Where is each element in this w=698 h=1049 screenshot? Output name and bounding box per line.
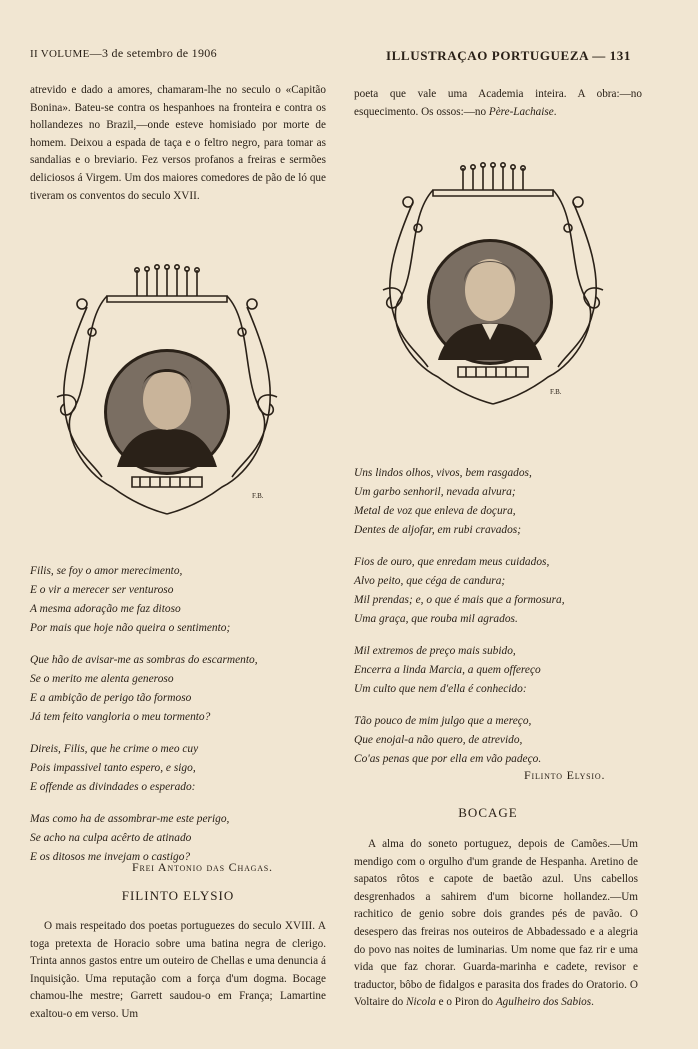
left-poem-stanza-3 [30, 740, 326, 797]
verse-line: Filis, se foy o amor merecimento, [30, 565, 183, 577]
header-volume-date [30, 46, 217, 61]
bocage-text-end: . [591, 996, 594, 1009]
verse-line: Se acho na culpa acêrto de atinado [30, 832, 192, 844]
bocage-text-mid: e o Piron do [435, 996, 496, 1009]
verse-line: Co'as penas que por ella em vão padeço. [354, 753, 542, 765]
lyre-frame-left [52, 262, 282, 524]
lyre-frame-right [378, 162, 608, 424]
right-poem-stanza-3 [354, 642, 650, 699]
bocage-italic-nicola: Nicola [406, 996, 436, 1009]
left-poem-stanza-1 [30, 562, 326, 638]
right-top-prose-block [354, 86, 642, 121]
verse-line: Mas como ha de assombrar-me este perigo, [30, 813, 230, 825]
right-poem [354, 464, 650, 782]
bocage-section-title: BOCAGE [458, 805, 518, 820]
artist-mark-right: F.B. [550, 388, 562, 396]
left-poem-stanza-4 [30, 810, 326, 867]
verse-line: Dentes de aljofar, em rubi cravados; [354, 524, 522, 536]
bocage-section-block [354, 836, 638, 1012]
publication-title: ILLUSTRAÇAO PORTUGUEZA [386, 48, 589, 63]
verse-line: Uns lindos olhos, vivos, bem rasgados, [354, 467, 532, 479]
filinto-section-text: O mais respeitado dos poetas portuguezes do seculo XVIII. A toga pretexta de Horacio sobre uma batina negra de clerigo. Trinta annos gastos entre um outeiro de Chellas e uma denuncia á Inquisição. Uma reputação com a força d'um dogma. Bocage chamou-lhe mestre; Garrett saudou-o em França; Lamartine exaltou-o em verso. Um [30, 920, 326, 1020]
verse-line: A mesma adoração me faz ditoso [30, 603, 181, 615]
verse-line: E os ditosos me invejam o castigo? [30, 851, 191, 863]
header-volume: II VOLUME [30, 48, 90, 60]
left-top-prose-block [30, 82, 326, 205]
artist-mark-left: F.B. [252, 492, 264, 500]
verse-line: Pois impassivel tanto espero, e sigo, [30, 762, 196, 774]
right-top-prose [354, 86, 642, 121]
right-poem-stanza-1 [354, 464, 650, 540]
verse-line: Tão pouco de mim julgo que a mereço, [354, 715, 532, 727]
verse-line: E offende as divindades o esperado: [30, 781, 196, 793]
verse-line: Alvo peito, que céga de candura; [354, 575, 506, 587]
verse-line: Direis, Filis, que he crime o meo cuy [30, 743, 199, 755]
bocage-section-text [354, 836, 638, 1012]
verse-line: Uma graça, que rouba mil agrados. [354, 613, 518, 625]
verse-line: Encerra a linda Marcia, a quem offereço [354, 664, 541, 676]
page-number: — 131 [592, 48, 631, 63]
left-poem-author: Frei Antonio das Chagas. [132, 860, 273, 874]
verse-line: Metal de voz que enleva de doçura, [354, 505, 516, 517]
verse-line: Mil extremos de preço mais subido, [354, 645, 516, 657]
verse-line: E o vir a merecer ser venturoso [30, 584, 174, 596]
verse-line: Fios de ouro, que enredam meus cuidados, [354, 556, 550, 568]
left-top-prose: atrevido e dado a amores, chamaram-lhe no seculo o «Capitão Bonina». Bateu-se contra os hespanhoes na fronteira e contra os hollandezes no Brazil,—onde esteve homisiado por morte de homem. Deixou a espada de taça e o feltro negro, para tomar as sandalias e o breviario. Fez versos profanos a freiras e sermões deliciosos á Virgem. Um dos maiores comedores de pão de ló que tiveram os conventos do seculo XVII. [30, 84, 326, 202]
header-date: —3 de setembro de 1906 [89, 46, 217, 60]
right-poem-stanza-4 [354, 712, 650, 769]
filinto-section-block [30, 918, 326, 1024]
bocage-text: A alma do soneto portuguez, depois de Camões.—Um mendigo com o orgulho d'um grande de Hespanha. Aretino de sapatos rôtos e capote de baetão azul. Uns cabellos desgrenhados a sahirem d'um bicorne hollandez.—Um rachitico de genio sobre dois grandes pés de pavão. O desespero das freiras nos outeiros de Abbadessado e a alegria do povo nas noites de luminarias. Um nome que faz rir e uma vida que faz chorar. Guarda-marinha e cadete, revisor e traductor, bôbo de fidalgos e parasita dos frades do Oratorio. O Voltaire do [354, 838, 638, 1009]
verse-line: E a ambição de perigo tão formoso [30, 692, 192, 704]
right-top-prose-end: . [553, 105, 557, 118]
right-top-prose-italic: Père-Lachaise [488, 105, 554, 118]
right-top-prose-text: poeta que vale uma Academia inteira. A obra:—no esquecimento. Os ossos:—no [354, 88, 642, 118]
right-poem-stanza-2 [354, 553, 650, 629]
verse-line: Que enojal-a não quero, de atrevido, [354, 734, 523, 746]
bocage-italic-agulheiro: Agulheiro dos Sabios [495, 996, 592, 1009]
right-poem-author: Filinto Elysio. [524, 768, 606, 782]
verse-line: Que hão de avisar-me as sombras do escarmento, [30, 654, 258, 666]
verse-line: Se o merito me alenta generoso [30, 673, 174, 685]
verse-line: Já tem feito vangloria o meu tormento? [30, 711, 211, 723]
filinto-section-title: FILINTO ELYSIO [121, 888, 235, 903]
verse-line: Um culto que nem d'ella é conhecido: [354, 683, 527, 695]
left-poem-stanza-2 [30, 651, 326, 727]
verse-line: Por mais que hoje não queira o sentimento; [30, 622, 231, 634]
verse-line: Um garbo senhoril, nevada alvura; [354, 486, 516, 498]
header-publication [386, 48, 631, 64]
left-poem [30, 562, 326, 880]
verse-line: Mil prendas; e, o que é mais que a formosura, [354, 594, 565, 606]
